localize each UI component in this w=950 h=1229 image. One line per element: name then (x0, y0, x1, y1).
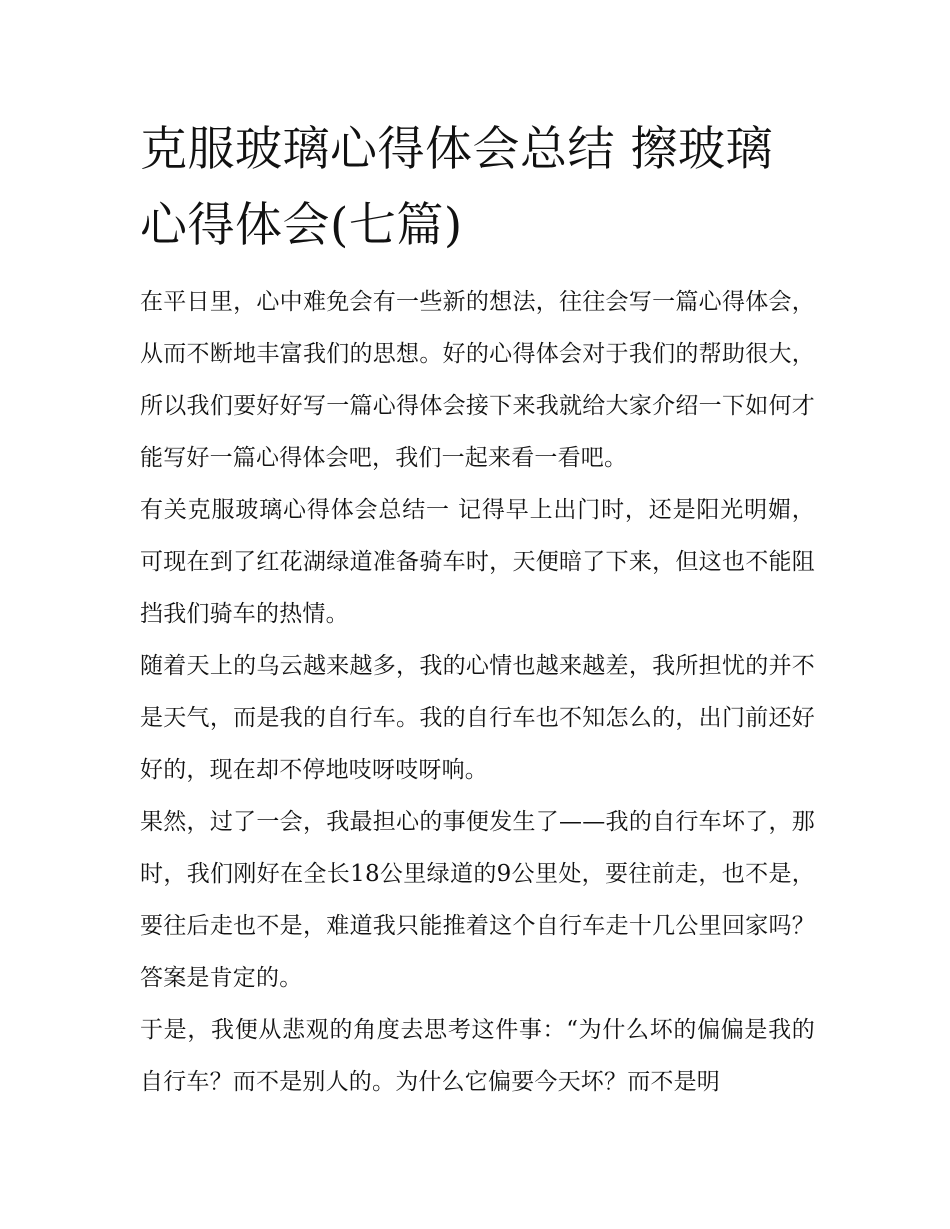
document-page (140, 112, 815, 1108)
paragraph-2: 随着天上的乌云越来越多，我的心情也越来越差，我所担忧的并不是天气，而是我的自行车。我的自行车也不知怎么的，出门前还好好的，现在却不停地吱呀吱呀响。 (140, 653, 815, 783)
document-title: 克服玻璃心得体会总结 擦玻璃心得体会(七篇) (140, 122, 773, 253)
paragraph-3: 果然，过了一会，我最担心的事便发生了——我的自行车坏了，那时，我们刚好在全长18公里绿道的9公里处，要往前走，也不是，要往后走也不是，难道我只能推着这个自行车走十几公里回家吗？答案是肯定的。 (140, 809, 815, 991)
paragraph-1: 有关克服玻璃心得体会总结一 记得早上出门时，还是阳光明媚，可现在到了红花湖绿道准备骑车时，天便暗了下来，但这也不能阻挡我们骑车的热情。 (140, 497, 815, 627)
paragraph-intro: 在平日里，心中难免会有一些新的想法，往往会写一篇心得体会，从而不断地丰富我们的思想。好的心得体会对于我们的帮助很大，所以我们要好好写一篇心得体会接下来我就给大家介绍一下如何才能写好一篇心得体会吧，我们一起来看一看吧。 (140, 289, 815, 471)
paragraph-4: 于是，我便从悲观的角度去思考这件事：“为什么坏的偏偏是我的自行车？而不是别人的。为什么它偏要今天坏？而不是明 (140, 1017, 815, 1095)
